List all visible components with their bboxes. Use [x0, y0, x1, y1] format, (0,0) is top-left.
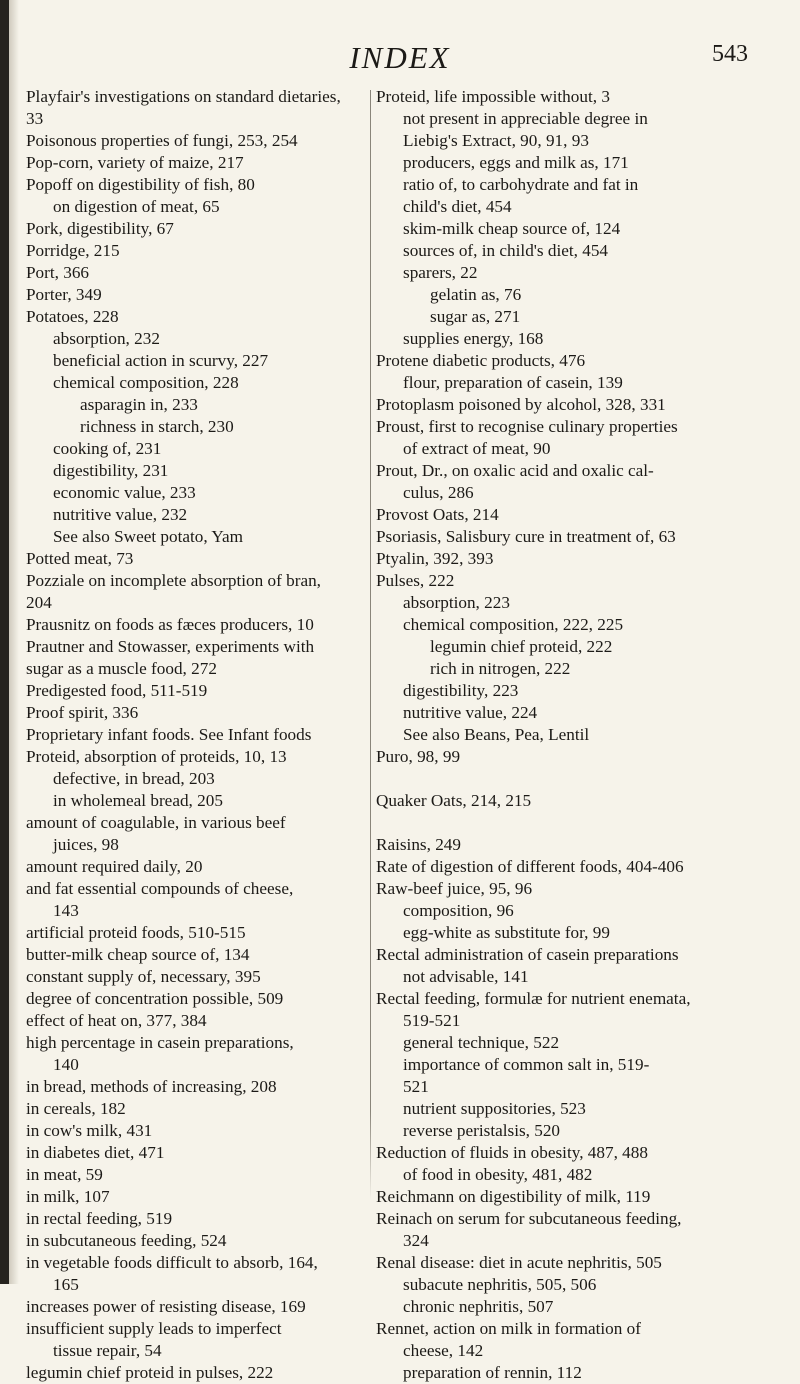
index-entry: legumin chief proteid in pulses, 222 [26, 1363, 274, 1382]
index-subentry: sparers, 22 [403, 263, 478, 282]
index-entry: Potatoes, 228 [26, 307, 119, 326]
index-entry: Reichmann on digestibility of milk, 119 [376, 1187, 651, 1206]
index-entry: Pozziale on incomplete absorption of bran, [26, 571, 321, 590]
index-entry: Quaker Oats, 214, 215 [376, 791, 532, 810]
index-entry: Pop-corn, variety of maize, 217 [26, 153, 244, 172]
index-subentry: defective, in bread, 203 [53, 769, 215, 788]
index-subentry: 519-521 [403, 1011, 461, 1030]
index-entry: Reduction of fluids in obesity, 487, 488 [376, 1143, 648, 1162]
index-entry: Puro, 98, 99 [376, 747, 461, 766]
index-entry: Protene diabetic products, 476 [376, 351, 586, 370]
index-entry: in cereals, 182 [26, 1099, 126, 1118]
index-subentry: importance of common salt in, 519- [403, 1055, 650, 1074]
index-subentry: of food in obesity, 481, 482 [403, 1165, 593, 1184]
index-subentry: 143 [53, 901, 79, 920]
index-subentry: nutrient suppositories, 523 [403, 1099, 586, 1118]
index-subentry: reverse peristalsis, 520 [403, 1121, 561, 1140]
index-entry: Reinach on serum for subcutaneous feeding, [376, 1209, 682, 1228]
index-entry: Playfair's investigations on standard dietaries, [26, 87, 341, 106]
index-entry: in milk, 107 [26, 1187, 110, 1206]
index-subentry: digestibility, 223 [403, 681, 519, 700]
index-subentry: 324 [403, 1231, 429, 1250]
index-subentry: juices, 98 [53, 835, 119, 854]
index-entry: Rectal feeding, formulæ for nutrient enemata, [376, 989, 691, 1008]
index-subentry: nutritive value, 224 [403, 703, 538, 722]
index-entry: Pulses, 222 [376, 571, 455, 590]
index-subentry: digestibility, 231 [53, 461, 169, 480]
index-entry: effect of heat on, 377, 384 [26, 1011, 207, 1030]
index-entry: Porridge, 215 [26, 241, 120, 260]
index-subentry: supplies energy, 168 [403, 329, 544, 348]
index-entry: in rectal feeding, 519 [26, 1209, 173, 1228]
index-entry: constant supply of, necessary, 395 [26, 967, 261, 986]
index-subentry: chronic nephritis, 507 [403, 1297, 554, 1316]
index-entry: 33 [26, 109, 44, 128]
index-entry: in subcutaneous feeding, 524 [26, 1231, 227, 1250]
page-binding-edge [0, 0, 9, 1284]
index-spacer [376, 812, 766, 834]
index-entry: Port, 366 [26, 263, 90, 282]
index-entry: degree of concentration possible, 509 [26, 989, 284, 1008]
index-subentry: absorption, 232 [53, 329, 160, 348]
index-subentry: absorption, 223 [403, 593, 510, 612]
index-subentry: sources of, in child's diet, 454 [403, 241, 609, 260]
index-subentry: 140 [53, 1055, 79, 1074]
index-entry: high percentage in casein preparations, [26, 1033, 294, 1052]
index-subentry: beneficial action in scurvy, 227 [53, 351, 269, 370]
index-subentry: general technique, 522 [403, 1033, 560, 1052]
index-entry: Predigested food, 511-519 [26, 681, 208, 700]
index-entry: Popoff on digestibility of fish, 80 [26, 175, 255, 194]
index-subentry: richness in starch, 230 [80, 417, 234, 436]
index-subentry: rich in nitrogen, 222 [430, 659, 571, 678]
index-entry: increases power of resisting disease, 169 [26, 1297, 306, 1316]
index-column-left [26, 86, 366, 1384]
index-subentry: ratio of, to carbohydrate and fat in [403, 175, 639, 194]
index-entry: in bread, methods of increasing, 208 [26, 1077, 277, 1096]
index-entry: Prausnitz on foods as fæces producers, 10 [26, 615, 314, 634]
index-entry: Raisins, 249 [376, 835, 461, 854]
index-entry: butter-milk cheap source of, 134 [26, 945, 250, 964]
index-entry: Rennet, action on milk in formation of [376, 1319, 641, 1338]
index-entry: Prautner and Stowasser, experiments with [26, 637, 315, 656]
index-subentry: asparagin in, 233 [80, 395, 198, 414]
index-column-right [376, 86, 766, 1384]
index-entry: 204 [26, 593, 52, 612]
index-entry: Pork, digestibility, 67 [26, 219, 174, 238]
index-entry: amount required daily, 20 [26, 857, 203, 876]
index-entry: in diabetes diet, 471 [26, 1143, 165, 1162]
index-subentry: child's diet, 454 [403, 197, 512, 216]
index-subentry: 521 [403, 1077, 429, 1096]
index-subentry: cooking of, 231 [53, 439, 162, 458]
index-subentry: gelatin as, 76 [430, 285, 522, 304]
index-entry: Rate of digestion of different foods, 404-406 [376, 857, 684, 876]
index-spacer [376, 768, 766, 790]
column-divider [370, 90, 371, 1200]
index-subentry: of extract of meat, 90 [403, 439, 551, 458]
index-entry: artificial proteid foods, 510-515 [26, 923, 246, 942]
index-entry: Ptyalin, 392, 393 [376, 549, 494, 568]
index-entry: Rectal administration of casein preparations [376, 945, 679, 964]
index-subentry: egg-white as substitute for, 99 [403, 923, 610, 942]
index-subentry: economic value, 233 [53, 483, 196, 502]
index-entry: Prout, Dr., on oxalic acid and oxalic cal- [376, 461, 654, 480]
index-entry: Proust, first to recognise culinary properties [376, 417, 678, 436]
index-subentry: chemical composition, 228 [53, 373, 239, 392]
index-subentry: nutritive value, 232 [53, 505, 188, 524]
index-subentry: Liebig's Extract, 90, 91, 93 [403, 131, 589, 150]
page-title: INDEX [349, 40, 451, 75]
index-subentry: sugar as, 271 [430, 307, 521, 326]
index-subentry: 165 [53, 1275, 79, 1294]
index-entry: in vegetable foods difficult to absorb, 164, [26, 1253, 318, 1272]
index-entry: Proteid, absorption of proteids, 10, 13 [26, 747, 287, 766]
index-subentry: producers, eggs and milk as, 171 [403, 153, 629, 172]
index-entry: Proprietary infant foods. See Infant foods [26, 725, 312, 744]
index-subentry: on digestion of meat, 65 [53, 197, 220, 216]
index-subentry: preparation of rennin, 112 [403, 1363, 582, 1382]
index-entry: Proteid, life impossible without, 3 [376, 87, 610, 106]
index-entry: in cow's milk, 431 [26, 1121, 153, 1140]
index-subentry: cheese, 142 [403, 1341, 484, 1360]
index-entry: Porter, 349 [26, 285, 102, 304]
page-gutter-shadow [9, 0, 19, 1284]
index-subentry: not present in appreciable degree in [403, 109, 648, 128]
index-subentry: tissue repair, 54 [53, 1341, 162, 1360]
index-entry: Provost Oats, 214 [376, 505, 499, 524]
index-entry: Psoriasis, Salisbury cure in treatment of, 63 [376, 527, 676, 546]
page-number: 543 [712, 41, 748, 67]
index-entry: amount of coagulable, in various beef [26, 813, 286, 832]
index-entry: in meat, 59 [26, 1165, 103, 1184]
index-subentry: legumin chief proteid, 222 [430, 637, 613, 656]
index-entry: Protoplasm poisoned by alcohol, 328, 331 [376, 395, 666, 414]
index-entry: Raw-beef juice, 95, 96 [376, 879, 533, 898]
index-subentry: skim-milk cheap source of, 124 [403, 219, 621, 238]
index-entry: insufficient supply leads to imperfect [26, 1319, 282, 1338]
index-entry: Poisonous properties of fungi, 253, 254 [26, 131, 298, 150]
index-subentry: See also Beans, Pea, Lentil [403, 725, 590, 744]
index-subentry: chemical composition, 222, 225 [403, 615, 624, 634]
index-entry: Potted meat, 73 [26, 549, 134, 568]
index-subentry: composition, 96 [403, 901, 514, 920]
index-entry: Renal disease: diet in acute nephritis, 505 [376, 1253, 662, 1272]
index-entry: Proof spirit, 336 [26, 703, 139, 722]
index-subentry: flour, preparation of casein, 139 [403, 373, 623, 392]
index-subentry: See also Sweet potato, Yam [53, 527, 244, 546]
index-subentry: not advisable, 141 [403, 967, 529, 986]
index-subentry: culus, 286 [403, 483, 474, 502]
index-subentry: in wholemeal bread, 205 [53, 791, 223, 810]
index-entry: and fat essential compounds of cheese, [26, 879, 294, 898]
index-subentry: subacute nephritis, 505, 506 [403, 1275, 597, 1294]
index-entry: sugar as a muscle food, 272 [26, 659, 217, 678]
